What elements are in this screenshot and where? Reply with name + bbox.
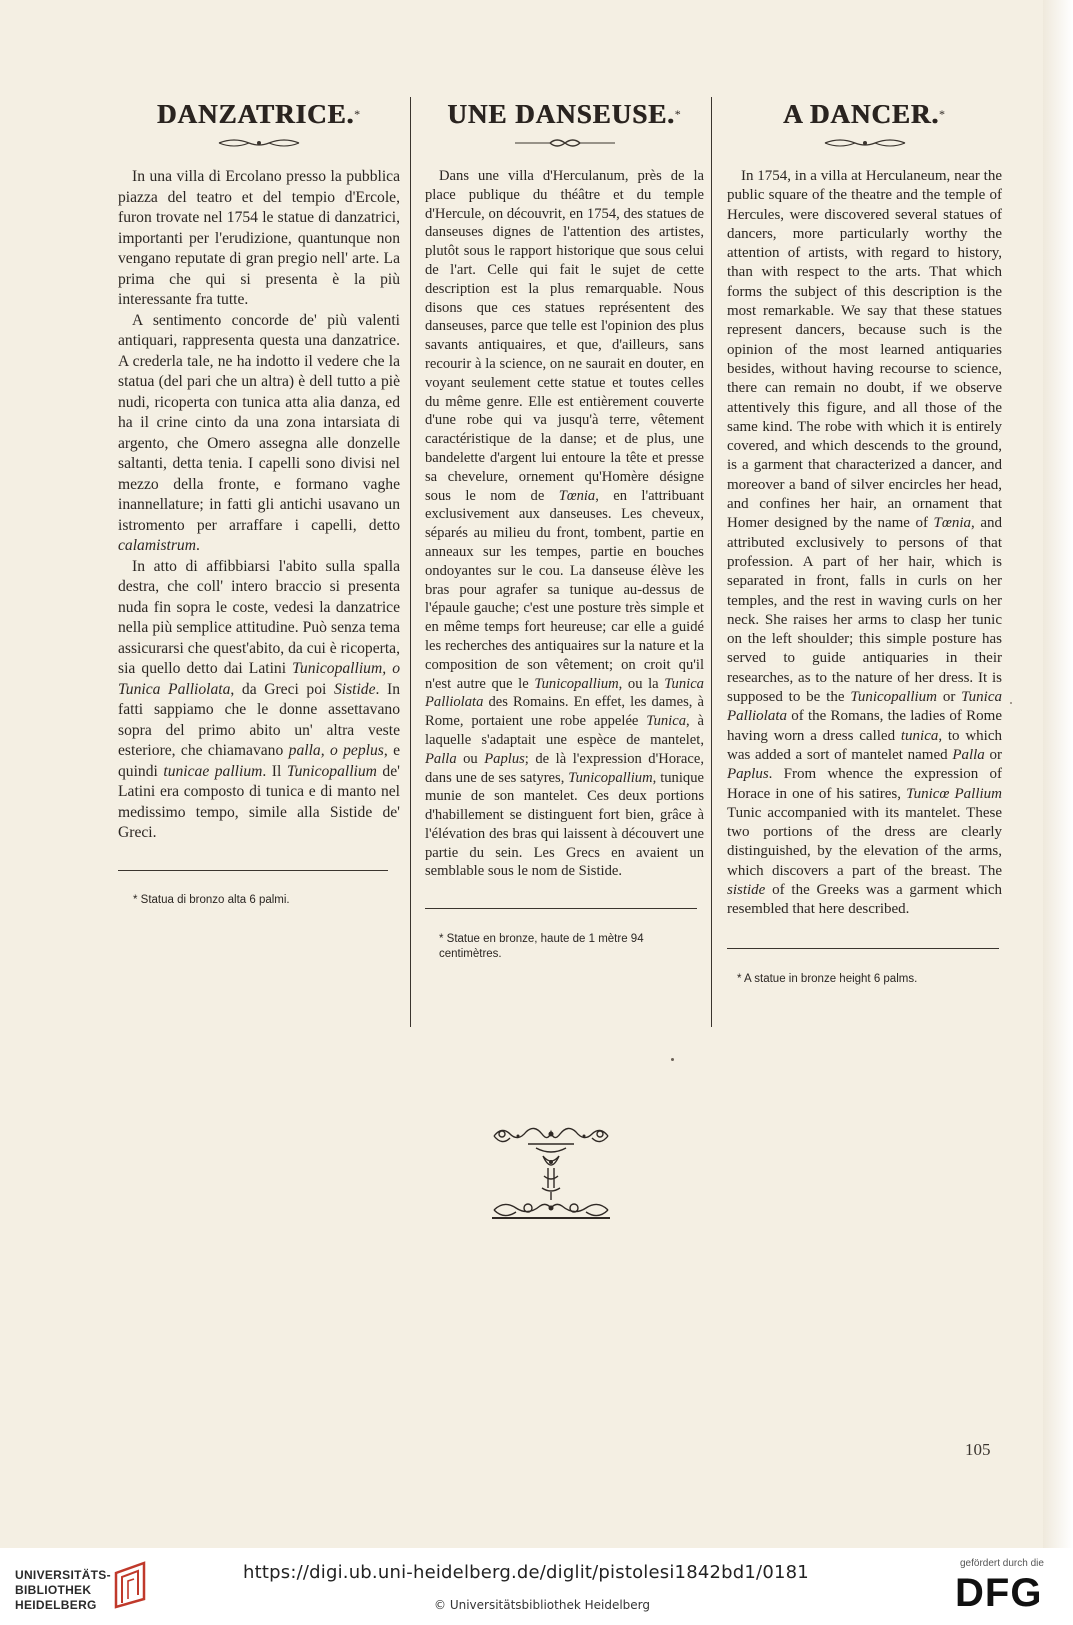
- title-ornament-icon: [425, 133, 704, 159]
- footnote-italian: * Statua di bronzo alta 6 palmi.: [133, 893, 290, 906]
- paragraph: Dans une villa d'Herculanum, près de la place publique du théâtre et du temple d'Hercule, on découvrit, en 1754, des statues de danseuses dignes de l'attention des artistes, plutôt sous le rapport historique que sous celui de l'art. Celle qui fait le sujet de cette description est la plus remarquable. Nous disons que ces statues représentent des danseuses, parce que telle est l'opinion des plus savants antiquaires, et que, d'ailleurs, sans recourir à la science, on ne saurait en douter, en voyant seulement cette statue et toutes celles du même genre. Elle est entièrement couverte d'une robe qui va jusqu'à terre, vêtement caractéristique de la danse; et de plus, une bandelette d'argent lui entoure la tête et presse sa chevelure, ornement qu'Homère désigne sous le nom de Tœnia, en l'attribuant exclusivement aux danseuses. Les cheveux, séparés au milieu du front, tombent, partie en anneaux sur les tempes, partie en bouches ondoyantes sur le cou. La danseuse élève les bras pour agrafer sa tunique au-dessus de l'épaule gauche; c'est une posture très simple et en même temps fort heureuse; car elle a guidé les recherches des antiquaires sur la nature et la composition de son vêtement; on croit qu'il n'est autre que le Tunicopallium, ou la Tunica Palliolata des Romains. En effet, les dames, à Rome, portaient une robe appelée Tunica, à laquelle s'adaptait une espèce de mantelet, Palla ou Paplus; de là l'expression d'Horace, dans une de ses satyres, Tunicopallium, tunique munie de son mantelet. Ces deux portions d'habillement se distinguent fort bien, grâce à l'élévation des bras qui laissent à découvert une partie du sein. Les Grecs en avaient un semblable sous le nom de Sistide.: [425, 168, 705, 880]
- paragraph: In 1754, in a villa at Herculaneum, near the public square of the theatre and the temple of Hercules, were discovered several statues of dancers, more particularly worthy the attention of artists, with regard to history, than with respect to the arts. That which forms the subject of this description is the most remarkable. We say that these statues represent dancers, because such is the opinion of the most learned antiquaries besides, without having recourse to science, there can remain no doubt, if we observe attentively this figure, and all those of the same kind. The robe with which it is entirely covered, and which descends to the ground, is a garment that characterized a dancer, and moreover a band of silver encircles her head, and confines her hair, an ornament that Homer designed by the name of Tœnia, and attributed exclusively to persons of that profession. A part of her hair, which is separated in front, falls in curls on her temples, and the rest in waving curls on her neck. She raises her arms to clasp her tunic on the left shoulder; this simple posture has served to guide antiquaries in their researches, as to the nature of her dress. It is supposed to be the Tunicopallium or Tunica Palliolata of the Romans, the ladies of Rome having worn a dress called tunica, to which was added a sort of mantelet named Palla or Paplus. From whence the expression of Horace in one of his satires, Tunicœ Pallium Tunic accompanied with its mantelet. These two portions of the dress are clearly distinguished, by the elevation of the arms, which discovers a part of the breast. The sistide of the Greeks was a garment which resembled that here described.: [727, 168, 1003, 918]
- speck: [671, 1058, 674, 1061]
- dfg-logo: DFG: [955, 1571, 1043, 1615]
- title-ornament-icon: [118, 133, 400, 159]
- column-italian: [118, 95, 400, 908]
- paragraph: In una villa di Ercolano presso la pubblica piazza del teatro et del tempio d'Ercole, furon trovate nel 1754 le statue di danzatrici, importanti per l'erudizione, quantunque non vengano reputate di gran pregio nell' arte. La prima che qui si presenta è la più interessante fra tutte.: [118, 168, 400, 308]
- footnote-french: * Statue en bronze, haute de 1 mètre 94 centimètres.: [439, 933, 644, 961]
- column-english: [727, 95, 1002, 987]
- paragraph: In atto di affibbiarsi l'abito sulla spalla destra, che coll' intero braccio si presenta nuda fin sopra le coste, vedesi la danzatrice nella più semplice attitudine. Può senza tema assicurarsi che quest'abito, da cui è ricoperta, sia quello detto dai Latini Tunicopallium, o Tunica Palliolata, da Greci poi Sistide. In fatti sappiamo che le donne assettavano sopra del primo abito un' altra veste esteriore, che chiamavano palla, o peplus, e quindi tunicae pallium. Il Tunicopallium de' Latini era composto di tunica e di manto nel medissimo tempo, simile alla Sistide de' Greci.: [118, 557, 401, 841]
- footnote-english: * A statue in bronze height 6 palms.: [737, 972, 918, 985]
- footnote-rule: [118, 870, 388, 871]
- body-text-french: [425, 167, 704, 881]
- column-divider-right: [711, 97, 712, 1027]
- footnote-rule: [425, 908, 697, 909]
- page-edge-shading: [1043, 0, 1073, 1548]
- column-title-english: A DANCER.*: [782, 99, 946, 129]
- column-divider-left: [410, 97, 411, 1027]
- title-ornament-icon: [727, 133, 1002, 159]
- viewer-footer: [0, 1548, 1073, 1625]
- body-text-italian: [118, 167, 400, 844]
- body-text-english: [727, 167, 1002, 920]
- library-name: UNIVERSITÄTS- BIBLIOTHEK HEIDELBERG: [15, 1568, 111, 1612]
- funding-note: gefördert durch die: [960, 1558, 1044, 1569]
- paragraph: A sentimento concorde de' più valenti antiquari, rappresenta questa una danzatrice. A crederla tale, ne ha indotto il vedere che la statua (del pari che un altra) è dell tutto a piè nudi, ricoperta con tunica atta alia danza, ed ha il crine cinto da una zona intarsiata di argento, che Omero assegna alle donzelle saltanti, detta tenia. I capelli sono divisi nel mezzo della fronte, e formano vaghe inannellature; in fatti gli antichi usavano un istromento per arraffare i capelli, detto calamistrum.: [118, 311, 400, 554]
- column-title-french: UNE DANSEUSE.*: [447, 99, 682, 129]
- library-logo-icon: [110, 1559, 150, 1611]
- speck: [1010, 702, 1012, 704]
- footnote-rule: [727, 948, 999, 949]
- column-title-italian: DANZATRICE.*: [156, 99, 362, 129]
- tailpiece-ornament-icon: [488, 1122, 614, 1222]
- page-number: 105: [965, 1440, 991, 1459]
- copyright-notice: © Universitätsbibliothek Heidelberg: [434, 1598, 651, 1612]
- permalink-url[interactable]: https://digi.ub.uni-heidelberg.de/diglit/pistolesi1842bd1/0181: [243, 1562, 809, 1583]
- column-french: [425, 95, 704, 962]
